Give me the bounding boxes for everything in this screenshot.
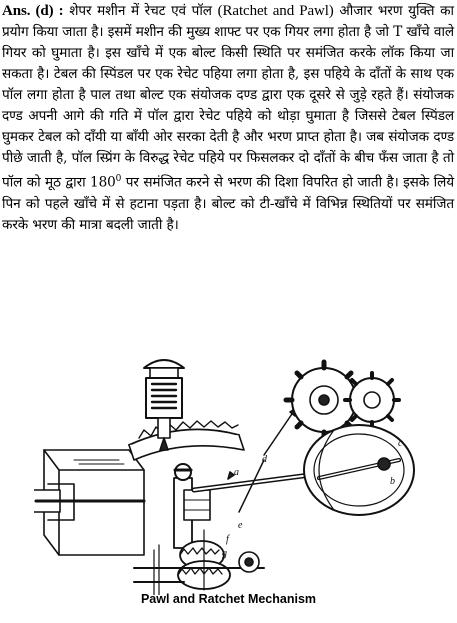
label-f: f: [226, 534, 229, 545]
figure-caption: Pawl and Ratchet Mechanism: [140, 592, 317, 606]
answer-paragraph: [2, 1, 454, 236]
degree-superscript: 0: [115, 174, 122, 184]
label-d: d: [262, 454, 267, 465]
label-b: b: [390, 476, 395, 487]
answer-term: (Ratchet and Pawl): [217, 3, 334, 19]
label-a: a: [234, 467, 239, 478]
machine-table: [34, 450, 144, 555]
answer-label: Ans. (d) :: [2, 3, 64, 19]
ratchet-wheel: [129, 421, 244, 460]
label-e: e: [238, 520, 243, 531]
label-c: c: [398, 438, 403, 449]
ratchet-mechanism-diagram: [34, 350, 440, 595]
label-g: g: [222, 548, 227, 559]
answer-block: [2, 1, 454, 236]
answer-body-1: औजार भरण युक्ति का प्रयोग किया जाता है। इसमें मशीन की मुख्य शाफ्ट पर एक गियर लगा होता है जो T खाँचे वाले गियर को घुमाता है। इस खाँचे में एक बोल्ट किसी स्थिति पर समंजित करके लॉक किया जा सकता है। टेबल की स्पिंडल पर एक रेचेट पहिया लगा होता है, इस पहिये के दाँतों के साथ एक पॉल लगा होता है पाल तथा बोल्ट एक संयोजक दण्ड द्वारा एक दूसरे से जुड़े रहते हैं। संयोजक दण्ड अपनी आगे की गति में पॉल द्वारा रेचेट पहिये को थोड़ा घुमाता है जिससे टेबल स्पिंडल घुमकर टेबल को दाँयी या बाँयी ओर सरका देती है और भरण प्राप्त होता है। जब संयोजक दण्ड पीछे जाती है, पॉल स्प्रिंग के विरुद्ध रेचेट पहिये पर फिसलकर दो दाँतों के बीच फँस जाता है तो पॉल को मूठ द्वारा 180: [2, 3, 454, 191]
answer-body-2: पर समंजित करने से भरण की दिशा विपरित हो जाती है। इसके लिये पिन को पहले खाँचे में से हटाना पड़ता है। बोल्ट को टी-खाँचे में विभिन्न स्थितियों पर समंजित करके भरण की मात्रा बदली जाती है।: [2, 174, 454, 233]
answer-lead-text: शेपर मशीन में रेचट एवं पॉल: [69, 3, 212, 19]
